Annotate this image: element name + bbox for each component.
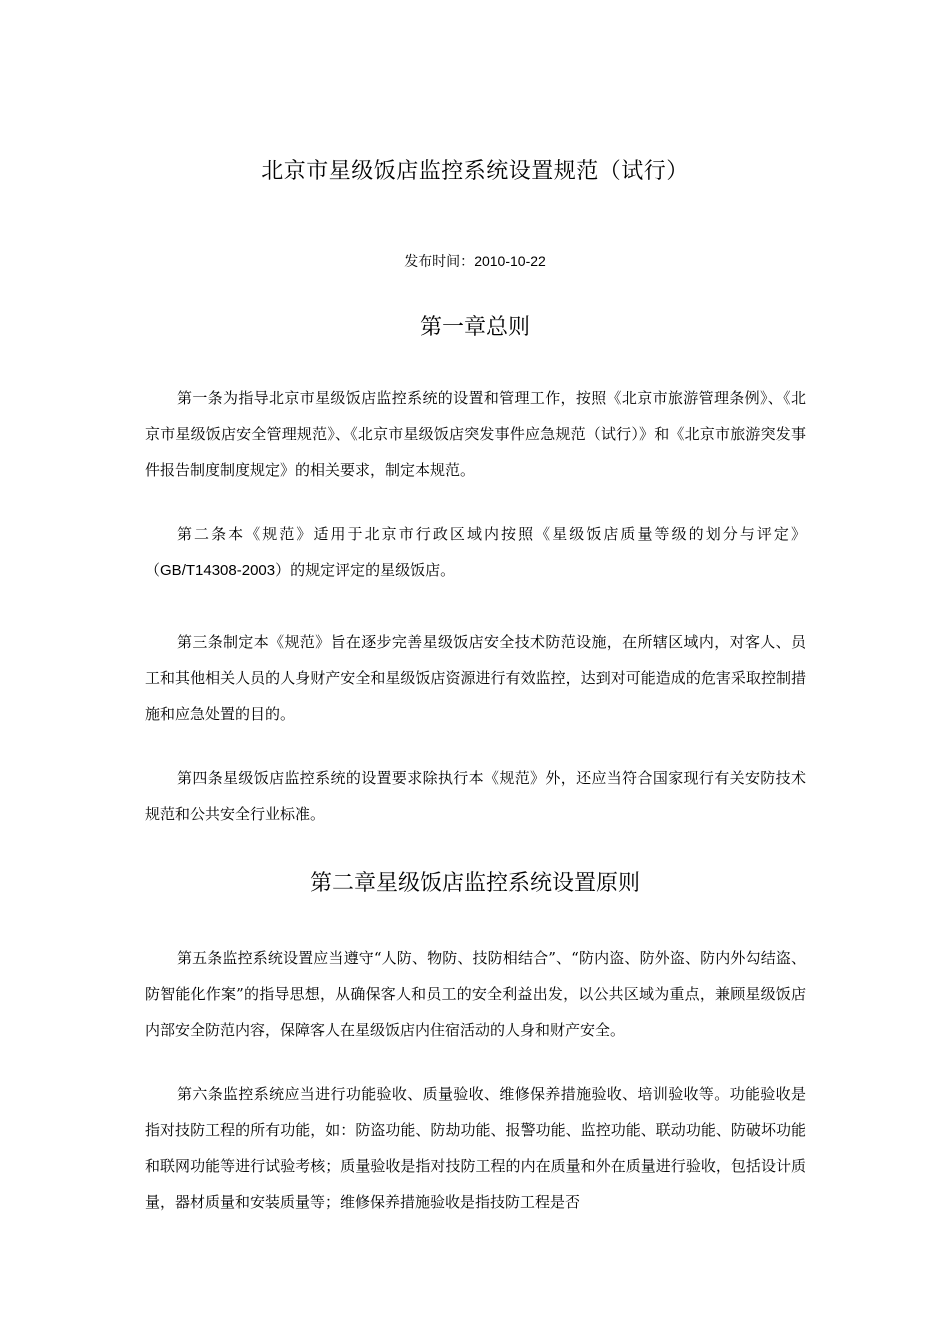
chapter-1-word-1: 总 <box>485 315 508 340</box>
article-6: 第六条监控系统应当进行功能验收、质量验收、维修保养措施验收、培训验收等。功能验收是指对技防工程的所有功能，如：防盗功能、防劫功能、报警功能、监控功能、联动功能、防破坏功能和联网功能等进行试验考核；质量验收是指对技防工程的内在质量和外在质量进行验收，包括设计质量，器材质量和安装质量等；维修保养措施验收是指技防工程是否 <box>145 1085 806 1211</box>
article-1: 第一条为指导北京市星级饭店监控系统的设置和管理工作，按照《北京市旅游管理条例》、《北京市星级饭店安全管理规范》、《北京市星级饭店突发事件应急规范（试行）》和《北京市旅游突发事件报告制度制度规定》的相关要求，制定本规范。 <box>145 389 806 479</box>
article-5: 第五条监控系统设置应当遵守“人防、物防、技防相结合”、“防内盗、防外盗、防内外勾结盗、防智能化作案”的指导思想，从确保客人和员工的安全利益出发，以公共区域为重点，兼顾星级饭店内部安全防范内容，保障客人在星级饭店内住宿活动的人身和财产安全。 <box>145 949 806 1039</box>
publish-date-value: 2010-10-22 <box>474 253 546 269</box>
publish-date-label: 发布时间： <box>404 254 475 270</box>
chapter-1-prefix: 第一章 <box>419 315 486 340</box>
article-2-text-before: 第二条本《规范》适用于北京市行政区域内按照《星级饭店质量等级的划分与评定》（ <box>145 525 806 579</box>
publish-date-line <box>0 250 950 273</box>
article-2-standard-code: GB/T14308-2003 <box>160 562 276 579</box>
chapter-1-word-2: 则 <box>508 315 531 340</box>
chapter-2-prefix: 第二章 <box>309 871 376 896</box>
chapter-1-heading <box>0 312 950 344</box>
article-2-text-after: ）的规定评定的星级饭店。 <box>275 561 456 579</box>
article-4: 第四条星级饭店监控系统的设置要求除执行本《规范》外，还应当符合国家现行有关安防技术规范和公共安全行业标准。 <box>145 769 806 823</box>
article-2 <box>145 516 806 589</box>
document-title <box>0 156 950 188</box>
chapter-2-text: 星级饭店监控系统设置原则 <box>376 871 641 896</box>
document-title-text: 北京市星级饭店监控系统设置规范（试行） <box>261 159 689 184</box>
article-3: 第三条制定本《规范》旨在逐步完善星级饭店安全技术防范设施，在所辖区域内，对客人、员工和其他相关人员的人身财产安全和星级饭店资源进行有效监控，达到对可能造成的危害采取控制措施和应急处置的目的。 <box>145 633 806 723</box>
chapter-2-heading <box>0 868 950 900</box>
